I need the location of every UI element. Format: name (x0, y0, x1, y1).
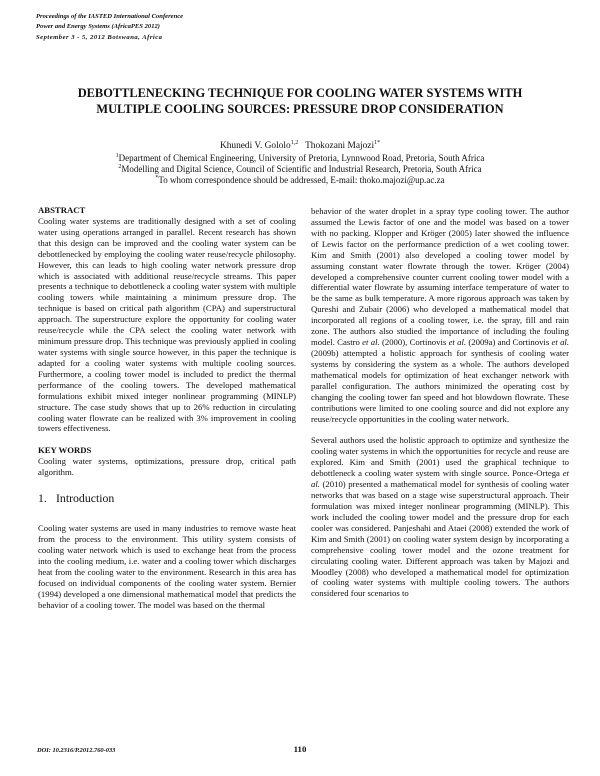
text-run: Several authors used the holistic approach to optimize and synthesize the cooling water systems in which the opportunities for recycle and reuse are explored. Kim and Smith (2001) used the graphical technique to debottleneck a cooling water system with single source. Ponce-Ortega (311, 435, 569, 479)
abstract-heading: ABSTRACT (38, 205, 86, 215)
text-run: (2009b) attempted a holistic approach for synthesis of cooling water systems by considering the system as a whole. The authors developed mathematical models for optimization of heat exchanger network with parallel configuration. The authors minimized the operating cost by changing the cooling tower fan speed and hot blowdown flowrate. These contributions were limited to one cooling source and did not explore any reuse/recycle opportunities in the cooling water network. (311, 347, 569, 424)
author-2-affil: 1* (374, 140, 381, 146)
correspondence-text: To whom correspondence should be addressed, E-mail: thoko.majozi@up.ac.za (158, 175, 445, 186)
keywords-heading: KEY WORDS (38, 445, 92, 456)
right-paragraph-1 (311, 206, 569, 424)
keywords-text: Cooling water systems, optimizations, pressure drop, critical path algorithm. (38, 456, 296, 478)
et-al: et al. (362, 337, 380, 348)
text-run: (2000), Cortinovis (381, 337, 447, 348)
author-line (0, 141, 600, 153)
affiliation-1 (0, 153, 600, 164)
section-heading-introduction (38, 491, 296, 505)
et-al: et al. (448, 337, 467, 348)
doi: DOI: 10.2316/P.2012.760-033 (37, 747, 116, 754)
intro-paragraph-1: Cooling water systems are used in many industries to remove waste heat from the process to the environment. This utility system consists of cooling water network which is used to exchange heat from the process into the cooling medium, i.e. water and a cooling tower which discharges heat from the cooling water to the environment. Research in this area has focused on individual components of the cooling water system. Bernier (1994) developed a one dimensional mathematical model that predicts the behavior of a cooling tower. The model was based on the thermal (38, 523, 296, 610)
text-run: behavior of the water droplet in a spray type cooling tower. The author assumed the Lewis factor of one and the model was based on a tower with no packing. Klopper and Kröger (2005) later showed the influence of Lewis factor on the performance prediction of a wet cooling tower. Kim and Smith (2001) also developed a cooling tower model by assuming constant water flowrate through the tower. Kröger (2004) developed a comprehensive counter current cooling tower model with a differential water flowrate by assuming interface temperature of water to be the same as bulk temperature. A more rigorous approach was taken by Qureshi and Zubair (2006) who developed a mathematical model that incorporated all regions of a cooling tower, i.e. the spray, fill and rain zone. The authors also studied the importance of including the fouling model. Castro (311, 206, 569, 348)
et-al: et al. (551, 337, 570, 348)
author-1-affil: 1,2 (290, 140, 299, 146)
conference-dates: September 3 - 5, 2012 Botswana, Africa (36, 33, 163, 41)
section-title: Introduction (56, 491, 115, 506)
affiliation-1-mark: 1 (115, 153, 119, 159)
text-run: (2009a) and Cortinovis (468, 337, 550, 348)
affiliation-1-text: Department of Chemical Engineering, University of Pretoria, Lynnwood Road, Pretoria, South Africa (118, 153, 485, 163)
right-paragraph-2 (311, 435, 569, 599)
affiliations (0, 153, 600, 187)
conference-header (36, 12, 183, 43)
right-column (311, 206, 569, 599)
paper-title: DEBOTTLENECKING TECHNIQUE FOR COOLING WATER SYSTEMS WITH MULTIPLE COOLING SOURCES: PRESSURE DROP CONSIDERATION (77, 86, 523, 116)
author-2: Thokozani Majozi (305, 141, 375, 151)
author-1: Khunedi V. Gololo (219, 141, 291, 151)
affiliation-2 (0, 164, 600, 175)
text-run: (2010) presented a mathematical model for synthesis of cooling water networks that was based on a stage wise superstructural approach. Their formulation was mixed integer nonlinear programming (MINLP). This work included the cooling tower model and the pressure drop for each cooler was considered. Panjeshahi and Ataei (2008) extended the work of Kim and Smith (2001) on cooling water system design by incorporating a comprehensive cooling tower model and the ozone treatment for circulating cooling water. Different approach was taken by Majozi and Moodley (2008) who developed a mathematical model for optimization of cooling water systems with multiple cooling towers. The authors considered four scenarios to (311, 479, 570, 599)
correspondence-mark: * (155, 175, 159, 182)
left-column (38, 205, 296, 611)
conference-subtitle: Power and Energy Systems (AfricaPES 2012) (36, 23, 160, 31)
affiliation-2-text: Modelling and Digital Science, Council of Scientific and Industrial Research, Pretoria, South Africa (121, 164, 482, 175)
correspondence (0, 175, 600, 186)
affiliation-2-mark: 2 (118, 164, 122, 171)
page-number: 110 (293, 744, 307, 754)
section-number: 1. (38, 491, 47, 506)
et-al: et al. (311, 468, 570, 490)
abstract-text: Cooling water systems are traditionally designed with a set of cooling water using operations arranged in parallel. Recent research has shown that this design can be improved and the cooling water system can be debottlenecked by employing the cooling water reuse/recycle philosophy. However, this can leads to high cooling water network pressure drop which is associated with additional reuse/recycle streams. This paper presents a technique to debottleneck a cooling water system with multiple cooling towers while maintaining a minimum pressure drop. The technique is based on critical path algorithm (CPA) and superstructural approach. The superstructure explore the opportunity for cooling water reuse/recycle while the CPA select the cooling water network with minimum pressure drop. This technique was previously applied in cooling water systems with single source however, in this paper the technique is adapted for a cooling water systems with multiple cooling sources. Furthermore, a cooling tower model is included to predict the thermal performance of the cooling towers. The developed mathematical formulations exhibit mixed integer nonlinear programming (MINLP) structure. The case study shows that up to 26% reduction in circulating cooling water flowrate can be realized with 3% improvement in cooling towers effectiveness. (38, 215, 297, 434)
conference-name: Proceedings of the IASTED International Conference (36, 13, 184, 20)
